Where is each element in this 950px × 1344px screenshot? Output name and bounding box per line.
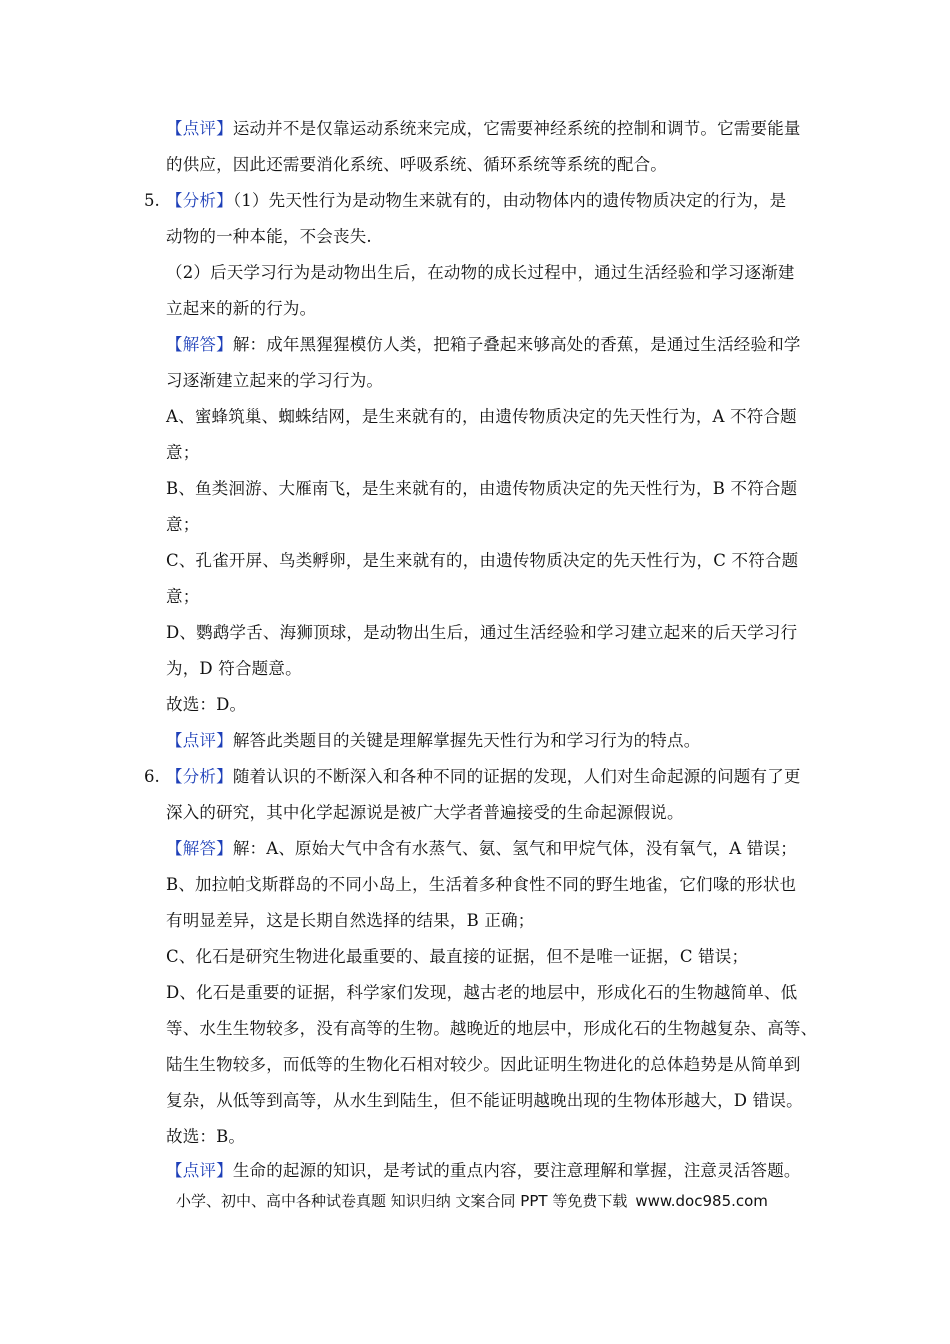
q6-choice: 故选：B。 (166, 1127, 246, 1146)
q5-option-c-line-2: 意； (166, 587, 200, 606)
q6-option-d-line-2: 等、水生生物较多，没有高等的生物。越晚近的地层中，形成化石的生物越复杂、高等、 (166, 1019, 818, 1038)
q4-comment-line-1: 【点评】运动并不是仅靠运动系统来完成，它需要神经系统的控制和调节。它需要能量 (166, 119, 801, 138)
q6-option-d-line-4: 复杂，从低等到高等，从水生到陆生，但不能证明越晚出现的生物体形越大，D 错误。 (166, 1091, 803, 1110)
analysis-tag: 【分析】 (166, 191, 233, 210)
q5-analysis-line-4: 立起来的新的行为。 (166, 299, 317, 318)
answer-tag: 【解答】 (166, 335, 233, 354)
q6-option-b-line-1: B、加拉帕戈斯群岛的不同小岛上，生活着多种食性不同的野生地雀，它们喙的形状也 (166, 875, 797, 894)
q5-answer-line-2: 习逐渐建立起来的学习行为。 (166, 371, 384, 390)
comment-tag: 【点评】 (166, 119, 233, 138)
q5-option-d-line-2: 为，D 符合题意。 (166, 659, 302, 678)
q6-option-b-line-2: 有明显差异，这是长期自然选择的结果，B 正确； (166, 911, 535, 930)
q5-answer-line-1: 【解答】解：成年黑猩猩模仿人类，把箱子叠起来够高处的香蕉，是通过生活经验和学 (166, 335, 801, 354)
q6-analysis-line-1: 【分析】随着认识的不断深入和各种不同的证据的发现，人们对生命起源的问题有了更 (166, 767, 801, 786)
q5-option-d-line-1: D、鹦鹉学舌、海狮顶球，是动物出生后，通过生活经验和学习建立起来的后天学习行 (166, 623, 798, 642)
footer-text: 小学、初中、高中各种试卷真题 知识归纳 文案合同 PPT 等免费下载 (176, 1192, 628, 1210)
q5-option-b-line-1: B、鱼类洄游、大雁南飞，是生来就有的，由遗传物质决定的先天性行为，B 不符合题 (166, 479, 798, 498)
q5-analysis-line-1: 【分析】（1）先天性行为是动物生来就有的，由动物体内的遗传物质决定的行为，是 (166, 191, 787, 210)
footer-url[interactable]: www.doc985.com (635, 1192, 768, 1210)
q5-choice: 故选：D。 (166, 695, 247, 714)
q5-number: 5. (144, 191, 160, 210)
q5-option-b-line-2: 意； (166, 515, 200, 534)
answer-tag: 【解答】 (166, 839, 233, 858)
q6-option-d-line-1: D、化石是重要的证据，科学家们发现，越古老的地层中，形成化石的生物越简单、低 (166, 983, 798, 1002)
analysis-tag: 【分析】 (166, 767, 233, 786)
q6-answer-line-1: 【解答】解：A、原始大气中含有水蒸气、氨、氢气和甲烷气体，没有氧气，A 错误； (166, 839, 797, 858)
q6-analysis-line-2: 深入的研究，其中化学起源说是被广大学者普遍接受的生命起源假说。 (166, 803, 684, 822)
comment-tag: 【点评】 (166, 1161, 233, 1180)
q6-option-d-line-3: 陆生生物较多，而低等的生物化石相对较少。因此证明生物进化的总体趋势是从简单到 (166, 1055, 801, 1074)
q6-number: 6. (144, 767, 160, 786)
q5-option-a-line-2: 意； (166, 443, 200, 462)
q5-option-c-line-1: C、孔雀开屏、鸟类孵卵，是生来就有的，由遗传物质决定的先天性行为，C 不符合题 (166, 551, 799, 570)
q6-option-c-line-1: C、化石是研究生物进化最重要的、最直接的证据，但不是唯一证据，C 错误； (166, 947, 749, 966)
q6-comment: 【点评】生命的起源的知识，是考试的重点内容，要注意理解和掌握，注意灵活答题。 (166, 1161, 801, 1180)
q5-option-a-line-1: A、蜜蜂筑巢、蜘蛛结网，是生来就有的，由遗传物质决定的先天性行为，A 不符合题 (166, 407, 797, 426)
q5-analysis-line-3: （2）后天学习行为是动物出生后，在动物的成长过程中，通过生活经验和学习逐渐建 (166, 263, 795, 282)
q5-comment: 【点评】解答此类题目的关键是理解掌握先天性行为和学习行为的特点。 (166, 731, 701, 750)
q4-comment-line-2: 的供应，因此还需要消化系统、呼吸系统、循环系统等系统的配合。 (166, 155, 667, 174)
comment-tag: 【点评】 (166, 731, 233, 750)
page-footer (176, 1190, 768, 1212)
q5-analysis-line-2: 动物的一种本能，不会丧失. (166, 227, 372, 246)
